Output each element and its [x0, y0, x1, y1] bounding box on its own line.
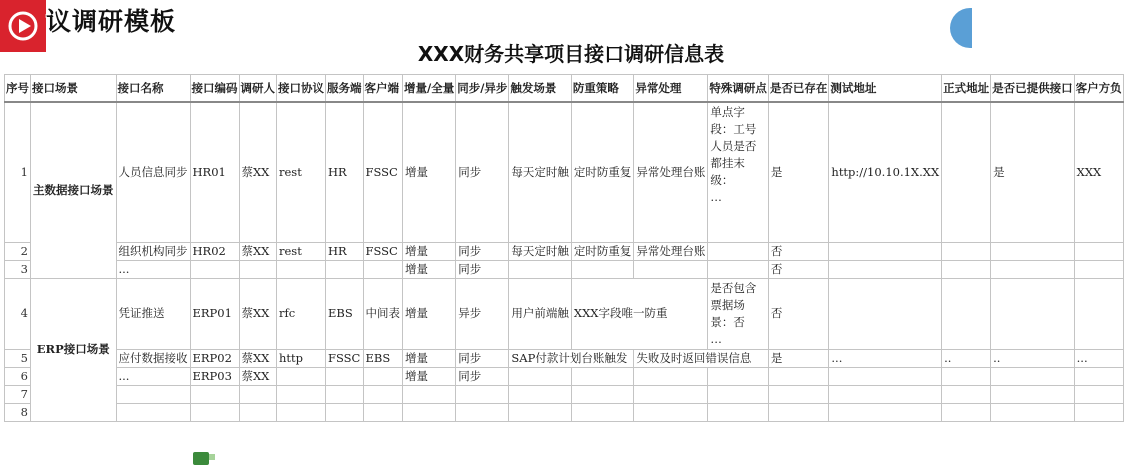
- cell[interactable]: 增量: [403, 242, 456, 260]
- cell[interactable]: 同步: [456, 260, 509, 278]
- cell[interactable]: [403, 403, 456, 421]
- cell[interactable]: 增量: [403, 367, 456, 385]
- row-number[interactable]: 2: [5, 242, 31, 260]
- cell[interactable]: [363, 260, 403, 278]
- cell[interactable]: 人员信息同步: [116, 102, 190, 242]
- cell[interactable]: 增量: [403, 102, 456, 242]
- cell[interactable]: HR02: [190, 242, 239, 260]
- table-row: [5, 260, 1124, 278]
- cell[interactable]: 用户前端触: [509, 278, 572, 349]
- cell[interactable]: [190, 403, 239, 421]
- cell[interactable]: FSSC: [363, 242, 403, 260]
- cell[interactable]: [708, 242, 769, 260]
- cell[interactable]: [942, 102, 991, 242]
- cell[interactable]: [1074, 278, 1123, 349]
- header-cell[interactable]: 客户方负: [1074, 75, 1123, 103]
- cell[interactable]: 失败及时返回错误信息: [634, 349, 769, 367]
- header-cell[interactable]: 接口编码: [190, 75, 239, 103]
- cell[interactable]: [277, 260, 326, 278]
- cell[interactable]: [326, 367, 364, 385]
- cell[interactable]: rfc: [277, 278, 326, 349]
- cell[interactable]: [509, 385, 572, 403]
- cell[interactable]: 异步: [456, 278, 509, 349]
- cell[interactable]: 异常处理台账: [634, 102, 708, 242]
- cell[interactable]: [942, 385, 991, 403]
- cell[interactable]: 异常处理台账: [634, 242, 708, 260]
- cell[interactable]: ...: [116, 367, 190, 385]
- cell[interactable]: rest: [277, 102, 326, 242]
- header-cell[interactable]: 防重策略: [571, 75, 634, 103]
- header-cell[interactable]: 服务端: [326, 75, 364, 103]
- header-cell[interactable]: 增量/全量: [403, 75, 456, 103]
- header-cell[interactable]: 特殊调研点: [708, 75, 769, 103]
- cell[interactable]: [326, 403, 364, 421]
- row-number[interactable]: 5: [5, 349, 31, 367]
- cell[interactable]: [363, 385, 403, 403]
- header-cell[interactable]: 调研人: [239, 75, 277, 103]
- cell[interactable]: 组织机构同步: [116, 242, 190, 260]
- row-number[interactable]: 6: [5, 367, 31, 385]
- cell[interactable]: [509, 367, 572, 385]
- cell[interactable]: [634, 403, 708, 421]
- cell[interactable]: HR01: [190, 102, 239, 242]
- cell[interactable]: rest: [277, 242, 326, 260]
- cell[interactable]: 中间表: [363, 278, 403, 349]
- cell[interactable]: [239, 385, 277, 403]
- cell[interactable]: 每天定时触: [509, 102, 572, 242]
- cell[interactable]: [363, 403, 403, 421]
- cell[interactable]: [1074, 242, 1123, 260]
- cell[interactable]: 蔡XX: [239, 367, 277, 385]
- cell[interactable]: [634, 367, 708, 385]
- cell[interactable]: [634, 385, 708, 403]
- cell[interactable]: [1074, 385, 1123, 403]
- cell[interactable]: [571, 385, 634, 403]
- cell[interactable]: [326, 385, 364, 403]
- cell[interactable]: [768, 367, 829, 385]
- cell[interactable]: 应付数据接收: [116, 349, 190, 367]
- cell[interactable]: FSSC: [326, 349, 364, 367]
- cell[interactable]: [991, 242, 1075, 260]
- play-triangle-icon: [8, 11, 38, 41]
- cell[interactable]: ERP02: [190, 349, 239, 367]
- header-cell[interactable]: 正式地址: [942, 75, 991, 103]
- cell[interactable]: ...: [116, 260, 190, 278]
- cell[interactable]: 同步: [456, 349, 509, 367]
- cell[interactable]: [829, 278, 942, 349]
- cell[interactable]: [1074, 260, 1123, 278]
- cell[interactable]: EBS: [363, 349, 403, 367]
- header-cell[interactable]: 序号: [5, 75, 31, 103]
- header-cell[interactable]: 是否已存在: [768, 75, 829, 103]
- cell[interactable]: [708, 385, 769, 403]
- header-cell[interactable]: 是否已提供接口: [991, 75, 1075, 103]
- cell[interactable]: 定时防重复: [571, 102, 634, 242]
- cell[interactable]: 蔡XX: [239, 349, 277, 367]
- scene-erp[interactable]: ERP接口场景: [31, 278, 117, 421]
- cell[interactable]: 是: [991, 102, 1075, 242]
- cell[interactable]: 定时防重复: [571, 242, 634, 260]
- cell[interactable]: XXX: [1074, 102, 1123, 242]
- cell[interactable]: 同步: [456, 242, 509, 260]
- cell[interactable]: 否: [768, 260, 829, 278]
- cell[interactable]: [708, 403, 769, 421]
- cell[interactable]: 每天定时触: [509, 242, 572, 260]
- cell[interactable]: SAP付款计划台账触发: [509, 349, 634, 367]
- table-row: [5, 278, 1124, 349]
- cell[interactable]: 蔡XX: [239, 242, 277, 260]
- cell[interactable]: [571, 260, 634, 278]
- cell[interactable]: ...: [829, 349, 942, 367]
- cell[interactable]: 是: [768, 102, 829, 242]
- row-number[interactable]: 8: [5, 403, 31, 421]
- table-row: [5, 242, 1124, 260]
- cell[interactable]: [829, 242, 942, 260]
- cell[interactable]: [403, 385, 456, 403]
- cell[interactable]: [942, 367, 991, 385]
- cell[interactable]: 同步: [456, 102, 509, 242]
- header-cell[interactable]: 异常处理: [634, 75, 708, 103]
- cell[interactable]: HR: [326, 102, 364, 242]
- cell[interactable]: [829, 260, 942, 278]
- cell[interactable]: 增量: [403, 278, 456, 349]
- cell[interactable]: [509, 260, 572, 278]
- header-cell[interactable]: 触发场景: [509, 75, 572, 103]
- header-cell[interactable]: 测试地址: [829, 75, 942, 103]
- cell[interactable]: [634, 260, 708, 278]
- cell[interactable]: ERP03: [190, 367, 239, 385]
- sheet-title: XXX财务共享项目接口调研信息表: [417, 42, 725, 66]
- cell[interactable]: [768, 385, 829, 403]
- cell[interactable]: [942, 260, 991, 278]
- table-row: [5, 385, 1124, 403]
- cell[interactable]: [456, 403, 509, 421]
- header-cell[interactable]: 接口协议: [277, 75, 326, 103]
- cell[interactable]: 否: [768, 278, 829, 349]
- cell[interactable]: ..: [991, 349, 1075, 367]
- table-row: [5, 367, 1124, 385]
- cell[interactable]: 是否包含票据场景：否 …: [708, 278, 769, 349]
- cell[interactable]: [942, 278, 991, 349]
- cell[interactable]: [116, 403, 190, 421]
- cell[interactable]: [829, 403, 942, 421]
- cell[interactable]: [239, 260, 277, 278]
- table-row: [5, 403, 1124, 421]
- cell[interactable]: [190, 260, 239, 278]
- row-number[interactable]: 4: [5, 278, 31, 349]
- cell[interactable]: 蔡XX: [239, 278, 277, 349]
- cell[interactable]: [991, 385, 1075, 403]
- cell[interactable]: [768, 403, 829, 421]
- row-number[interactable]: 7: [5, 385, 31, 403]
- cell[interactable]: [277, 385, 326, 403]
- cell[interactable]: [190, 385, 239, 403]
- cell[interactable]: [991, 260, 1075, 278]
- row-number[interactable]: 3: [5, 260, 31, 278]
- cell[interactable]: [277, 367, 326, 385]
- spreadsheet-file-icon: [193, 452, 209, 465]
- cell[interactable]: EBS: [326, 278, 364, 349]
- cell[interactable]: 增量: [403, 260, 456, 278]
- brand-title: 议调研模板: [46, 7, 177, 36]
- cell[interactable]: 凭证推送: [116, 278, 190, 349]
- cell[interactable]: HR: [326, 242, 364, 260]
- cell[interactable]: [1074, 403, 1123, 421]
- header-cell[interactable]: 接口场景: [31, 75, 117, 103]
- cell[interactable]: [991, 278, 1075, 349]
- cell[interactable]: 同步: [456, 367, 509, 385]
- cell[interactable]: 单点字段：工号 人员是否都挂末级： …: [708, 102, 769, 242]
- header-cell[interactable]: 同步/异步: [456, 75, 509, 103]
- cell[interactable]: ...: [1074, 349, 1123, 367]
- cell[interactable]: [116, 385, 190, 403]
- cell[interactable]: 是: [768, 349, 829, 367]
- cell[interactable]: [829, 385, 942, 403]
- cell[interactable]: XXX字段唯一防重: [571, 278, 708, 349]
- cell[interactable]: [363, 367, 403, 385]
- cell[interactable]: [239, 403, 277, 421]
- cell[interactable]: [326, 260, 364, 278]
- cell[interactable]: [991, 403, 1075, 421]
- cell[interactable]: ..: [942, 349, 991, 367]
- cell[interactable]: [571, 367, 634, 385]
- cell[interactable]: [942, 403, 991, 421]
- scene-master[interactable]: 主数据接口场景: [31, 102, 117, 278]
- row-number[interactable]: 1: [5, 102, 31, 242]
- header-row: [5, 75, 1124, 103]
- table-row: [5, 102, 1124, 242]
- cell[interactable]: [708, 260, 769, 278]
- cell[interactable]: [571, 403, 634, 421]
- header-cell[interactable]: 接口名称: [116, 75, 190, 103]
- interface-survey-table: [4, 74, 1124, 422]
- cell[interactable]: 增量: [403, 349, 456, 367]
- cell[interactable]: [708, 367, 769, 385]
- cell[interactable]: [1074, 367, 1123, 385]
- table-row: [5, 349, 1124, 367]
- cell[interactable]: 否: [768, 242, 829, 260]
- cell[interactable]: [991, 367, 1075, 385]
- cell[interactable]: [829, 367, 942, 385]
- cell[interactable]: [277, 403, 326, 421]
- cell[interactable]: http://10.10.1X.XX: [829, 102, 942, 242]
- cell[interactable]: [456, 385, 509, 403]
- cell[interactable]: http: [277, 349, 326, 367]
- cell[interactable]: ERP01: [190, 278, 239, 349]
- cell[interactable]: 蔡XX: [239, 102, 277, 242]
- cell[interactable]: [942, 242, 991, 260]
- cell[interactable]: FSSC: [363, 102, 403, 242]
- cell[interactable]: [509, 403, 572, 421]
- header-cell[interactable]: 客户端: [363, 75, 403, 103]
